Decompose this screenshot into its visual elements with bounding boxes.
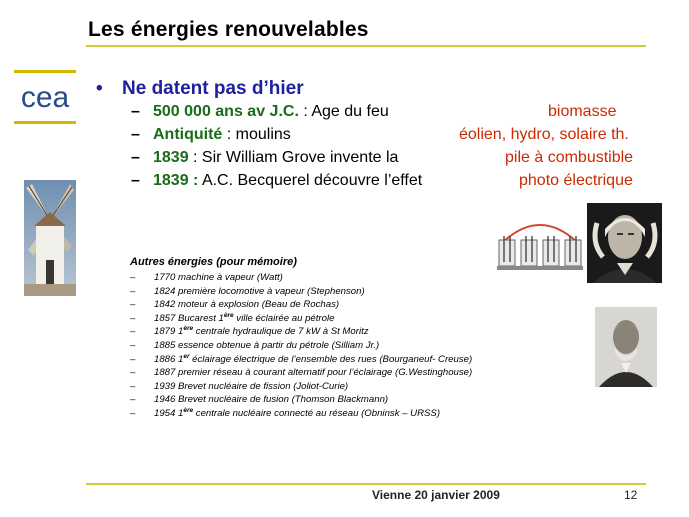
- other-energies-list: [130, 271, 472, 421]
- energy-label-3: pile à combustible: [505, 149, 634, 166]
- main-bullet-text: Ne datent pas d’hier: [122, 78, 304, 99]
- list-item: – 1879 1ère centrale hydraulique de 7 kW à St Moritz: [130, 325, 369, 338]
- energy-label-1: biomasse: [548, 103, 617, 120]
- other-energies-heading: Autres énergies (pour mémoire): [130, 256, 297, 268]
- sub-item-4: [131, 172, 422, 190]
- list-item: – 1946 Brevet nucléaire de fusion (Thomson Blackmann): [130, 394, 389, 406]
- dash: –: [131, 103, 140, 120]
- sub-item-lead: Antiquité: [153, 126, 223, 143]
- sub-item-lead: 1839: [153, 149, 189, 166]
- page-number: 12: [624, 488, 638, 502]
- footer-rule: [86, 483, 646, 485]
- windmill-photo: [24, 180, 76, 296]
- portrait-grove: [587, 203, 662, 283]
- energy-label-2: éolien, hydro, solaire th.: [459, 126, 629, 143]
- bullet-dot: •: [96, 78, 103, 99]
- sub-item-lead: 500 000 ans av J.C.: [153, 103, 299, 120]
- fuel-cell-illustration: [497, 214, 583, 272]
- slide-title: Les énergies renouvelables: [88, 18, 369, 41]
- sub-item-text: : moulins: [222, 126, 291, 143]
- sub-item-lead: 1839 :: [153, 172, 199, 189]
- main-bullet: [96, 78, 304, 100]
- list-item: – 1939 Brevet nucléaire de fission (Joliot-Curie): [130, 380, 349, 392]
- list-item: – 1842 moteur à explosion (Beau de Rochas): [130, 299, 340, 311]
- list-item: – 1886 1er éclairage électrique de l’ensemble des rues (Bourganeuf- Creuse): [130, 352, 473, 365]
- list-item: – 1824 première locomotive à vapeur (Stephenson): [130, 285, 365, 297]
- sub-item-text: : Sir William Grove invente la: [188, 149, 399, 166]
- list-item: – 1857 Bucarest 1ère ville éclairée au pétrole: [130, 311, 335, 324]
- sub-item-2: [131, 126, 291, 144]
- logo-text: cea: [20, 81, 70, 114]
- sub-item-text: : Age du feu: [298, 103, 389, 120]
- list-item: – 1885 essence obtenue à partir du pétrole (Silliam Jr.): [130, 339, 380, 351]
- cea-logo: [14, 68, 76, 126]
- energy-label-4: photo électrique: [519, 172, 633, 189]
- portrait-becquerel: [595, 307, 657, 387]
- footer-place-date: Vienne 20 janvier 2009: [372, 488, 500, 502]
- sub-item-1: [131, 103, 389, 121]
- list-item: – 1887 premier réseau à courant alternatif pour l’éclairage (G.Westinghouse): [130, 367, 473, 379]
- dash: –: [131, 149, 140, 166]
- dash: –: [131, 126, 140, 143]
- sub-item-3: [131, 149, 398, 167]
- dash: –: [131, 172, 140, 189]
- list-item: – 1770 machine à vapeur (Watt): [130, 272, 283, 283]
- sub-item-text: A.C. Becquerel découvre l’effet: [198, 172, 423, 189]
- title-rule: [86, 45, 646, 47]
- list-item: – 1954 1ère centrale nucléaire connecté au réseau (Obninsk – URSS): [130, 406, 441, 419]
